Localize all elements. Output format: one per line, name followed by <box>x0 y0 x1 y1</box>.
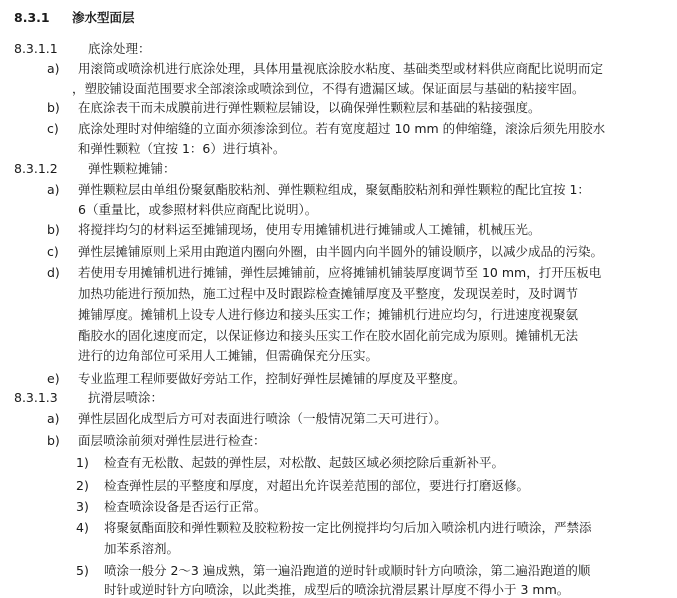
sublist-mark: 2) <box>76 478 89 493</box>
sublist-item: 时针或逆时针方向喷涂，以此类推，成型后的喷涂抗滑层累计厚度不得小于 3 mm。 <box>104 582 570 597</box>
list-mark: b) <box>47 222 60 237</box>
list-mark: b) <box>47 100 60 115</box>
paragraph-line: 加热功能进行预加热，施工过程中及时跟踪检查摊铺厚度及平整度，发现误差时，及时调节 <box>78 286 579 301</box>
list-mark: a) <box>47 411 60 426</box>
subsection-title: 底涂处理： <box>88 41 151 56</box>
paragraph-line: 底涂处理时对伸缩缝的立面亦须渗涂到位。若有宽度超过 10 mm 的伸缩缝，滚涂后须先用胶水 <box>78 121 606 136</box>
list-mark: b) <box>47 433 60 448</box>
sublist-item: 检查有无松散、起鼓的弹性层，对松散、起鼓区域必须挖除后重新补平。 <box>104 455 505 470</box>
paragraph-line: 6（重量比，或参照材料供应商配比说明）。 <box>78 202 318 217</box>
paragraph-line: 弹性层固化成型后方可对表面进行喷涂（一般情况第二天可进行）。 <box>78 411 447 426</box>
paragraph-line: 将搅拌均匀的材料运至摊铺现场，使用专用摊铺机进行摊铺或人工摊铺，机械压光。 <box>78 222 541 237</box>
paragraph-line: ，塑胶铺设面范围要求全部滚涂或喷涂到位，不得有遗漏区域。保证面层与基础的粘接牢固。 <box>72 81 585 96</box>
paragraph-line: 摊铺厚度。摊铺机上设专人进行修边和接头压实工作；摊铺机行进应均匀，行进速度视聚氨 <box>78 307 579 322</box>
sublist-item: 喷涂一般分 2～3 遍成熟，第一遍沿跑道的逆时针或顺时针方向喷涂，第二遍沿跑道的顺 <box>104 563 591 578</box>
sublist-mark: 1) <box>76 455 89 470</box>
subsection-title: 弹性颗粒摊铺： <box>88 161 176 176</box>
paragraph-line: 若使用专用摊铺机进行摊铺，弹性层摊铺前，应将摊铺机铺装厚度调节至 10 mm，打开压板电 <box>78 265 602 280</box>
sublist-item: 检查弹性层的平整度和厚度，对超出允许误差范围的部位，要进行打磨返修。 <box>104 478 530 493</box>
paragraph-line: 用滚筒或喷涂机进行底涂处理，具体用量视底涂胶水粘度、基础类型或材料供应商配比说明而定 <box>78 61 604 76</box>
sublist-item: 检查喷涂设备是否运行正常。 <box>104 499 267 514</box>
sublist-mark: 5) <box>76 563 89 578</box>
sublist-item: 将聚氨酯面胶和弹性颗粒及胶粒粉按一定比例搅拌均匀后加入喷涂机内进行喷涂，严禁添 <box>104 520 592 535</box>
paragraph-line: 和弹性颗粒（宜按 1：6）进行填补。 <box>78 141 286 156</box>
sublist-item: 加苯系溶剂。 <box>104 541 180 556</box>
subsection-number: 8.3.1.1 <box>14 41 58 56</box>
subsection-title: 抗滑层喷涂： <box>88 390 164 405</box>
subsection-number: 8.3.1.2 <box>14 161 58 176</box>
section-title: 渗水型面层 <box>72 10 135 25</box>
paragraph-line: 弹性颗粒层由单组份聚氨酯胶粘剂、弹性颗粒组成，聚氨酯胶粘剂和弹性颗粒的配比宜按 1： <box>78 182 590 197</box>
paragraph-line: 专业监理工程师要做好旁站工作，控制好弹性层摊铺的厚度及平整度。 <box>78 371 466 386</box>
paragraph-line: 进行的边角部位可采用人工摊铺，但需确保充分压实。 <box>78 348 379 363</box>
list-mark: d) <box>47 265 60 280</box>
paragraph-line: 酯胶水的固化速度而定，以保证修边和接头压实工作在胶水固化前完成为原则。摊铺机无法 <box>78 328 579 343</box>
list-mark: c) <box>47 244 59 259</box>
sublist-mark: 4) <box>76 520 89 535</box>
paragraph-line: 面层喷涂前须对弹性层进行检查： <box>78 433 266 448</box>
list-mark: c) <box>47 121 59 136</box>
section-number: 8.3.1 <box>14 10 50 25</box>
paragraph-line: 在底涂表干而未成膜前进行弹性颗粒层铺设，以确保弹性颗粒层和基础的粘接强度。 <box>78 100 541 115</box>
list-mark: a) <box>47 61 60 76</box>
paragraph-line: 弹性层摊铺原则上采用由跑道内圈向外圈，由半圆内向半圆外的铺设顺序，以减少成品的污染。 <box>78 244 604 259</box>
list-mark: e) <box>47 371 60 386</box>
list-mark: a) <box>47 182 60 197</box>
subsection-number: 8.3.1.3 <box>14 390 58 405</box>
sublist-mark: 3) <box>76 499 89 514</box>
